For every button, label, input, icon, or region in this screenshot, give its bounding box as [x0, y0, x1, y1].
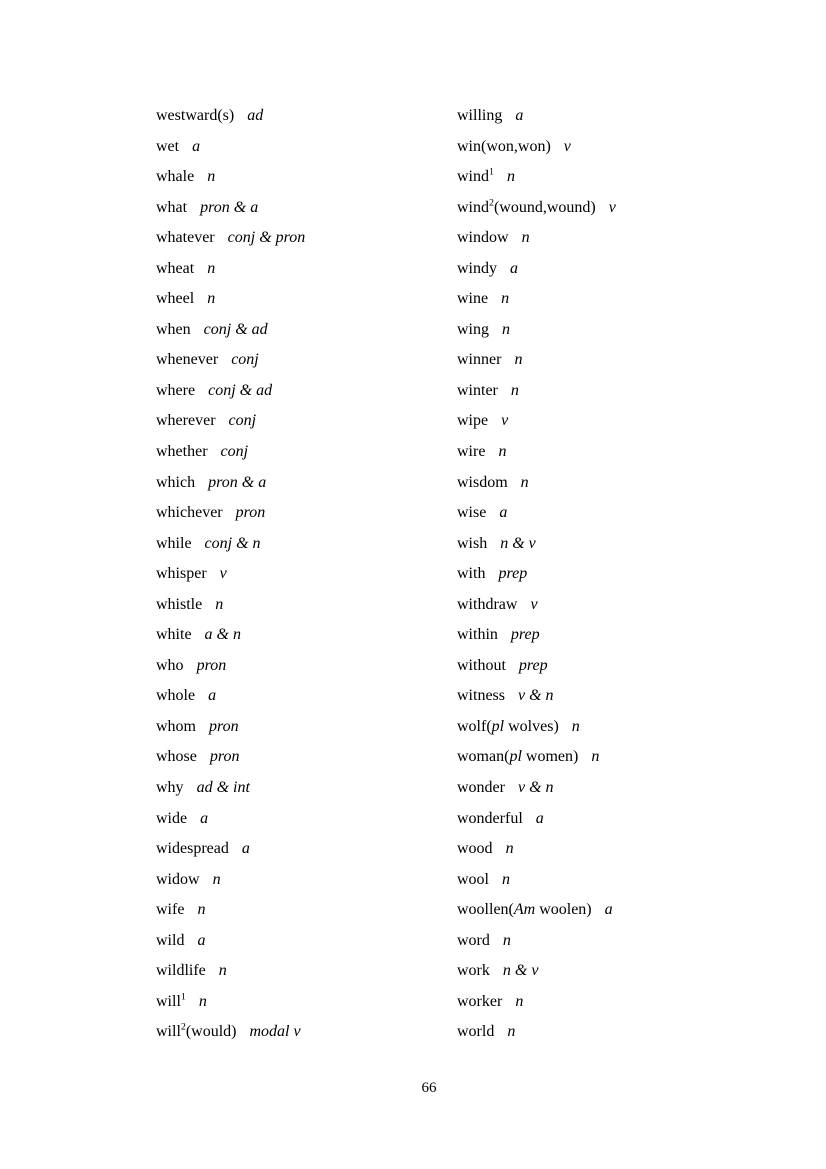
entry-word: wheel [156, 290, 195, 308]
entry-word: whichever [156, 504, 223, 522]
word-entry [457, 681, 616, 712]
entry-word: when [156, 320, 191, 338]
word-entry [156, 987, 305, 1018]
word-entry [156, 101, 305, 132]
entry-word: without [457, 656, 506, 674]
entry-word: will$^1$ [156, 991, 186, 1010]
word-entry [457, 1017, 616, 1048]
word-entry [156, 559, 305, 590]
word-entry [156, 162, 305, 193]
entry-pos: pron [209, 717, 239, 735]
entry-pos: conj & n [204, 534, 261, 552]
entry-word: winner [457, 351, 502, 369]
word-entry [457, 468, 616, 499]
word-entry [156, 1017, 305, 1048]
entry-word: whom [156, 717, 196, 735]
entry-pos: conj & ad [208, 381, 273, 399]
entry-word: whose [156, 748, 197, 766]
entry-pos: a [515, 107, 524, 124]
word-entry [457, 162, 616, 193]
word-entry [457, 651, 616, 682]
entry-pos: n [515, 992, 524, 1010]
entry-word: who [156, 656, 184, 674]
entry-word: wise [457, 504, 487, 522]
entry-pos: pron [235, 504, 266, 522]
entry-pos: conj [228, 412, 257, 430]
word-entry [156, 529, 305, 560]
word-entry [156, 834, 305, 865]
entry-word: westward(s) [156, 107, 235, 124]
word-entry [457, 406, 616, 437]
word-entry [457, 712, 616, 743]
entry-pos: n [505, 840, 514, 858]
entry-pos: n [498, 443, 507, 461]
word-entry [457, 254, 616, 285]
entry-word: witness [457, 687, 505, 705]
word-entry [457, 987, 616, 1018]
entry-pos: a [197, 931, 206, 949]
entry-pos: n [591, 748, 600, 766]
word-entry [156, 651, 305, 682]
entry-pos: n [506, 168, 515, 186]
entry-word: wisdom [457, 473, 508, 491]
word-entry [156, 590, 305, 621]
entry-pos: prep [498, 565, 528, 583]
entry-pos: conj [220, 443, 249, 461]
entry-word: withdraw [457, 595, 518, 613]
entry-word: whale [156, 168, 195, 186]
entry-pos: a [208, 687, 217, 705]
entry-pos: n [510, 381, 519, 399]
entry-word: woman(pl women) [457, 748, 579, 766]
entry-pos: n [218, 962, 227, 980]
entry-word: wheat [156, 259, 195, 277]
entry-word: world [457, 1023, 495, 1041]
entry-pos: conj & pron [227, 229, 306, 247]
entry-word: whole [156, 687, 196, 705]
word-entry [156, 681, 305, 712]
entry-pos: a [200, 809, 209, 827]
entry-pos: n [507, 1023, 516, 1041]
entry-word: wife [156, 901, 185, 919]
entry-word: wonder [457, 779, 505, 797]
entry-word: wool [457, 870, 489, 888]
entry-pos: n [212, 870, 221, 888]
entry-pos: n [520, 473, 529, 491]
word-entry [457, 223, 616, 254]
entry-word: with [457, 565, 486, 583]
entry-word: worker [457, 992, 503, 1010]
entry-word: which [156, 473, 196, 491]
word-entry [457, 590, 616, 621]
word-entry [457, 101, 616, 132]
word-entry [156, 620, 305, 651]
word-entry [156, 315, 305, 346]
entry-pos: n [514, 351, 523, 369]
entry-pos: a [192, 137, 201, 155]
entry-pos: a [499, 504, 508, 522]
entry-pos: ad [247, 107, 264, 124]
entry-pos: n [521, 229, 530, 247]
entry-pos: n [502, 320, 510, 338]
entry-word: wherever [156, 412, 216, 430]
entry-word: work [457, 962, 490, 980]
entry-word: wood [457, 840, 493, 858]
entry-pos: prep [510, 626, 540, 644]
word-entry [457, 773, 616, 804]
entry-pos: n [198, 992, 207, 1010]
entry-word: what [156, 198, 188, 216]
entry-word: why [156, 779, 184, 797]
entry-word: whether [156, 443, 208, 461]
entry-pos: pron [196, 656, 227, 674]
word-entry [457, 834, 616, 865]
entry-word: whatever [156, 229, 215, 247]
entry-word: willing [457, 107, 503, 124]
entry-word: wind$^2$(wound,wound) [457, 197, 596, 216]
word-entry [457, 926, 616, 957]
word-entry [156, 926, 305, 957]
entry-word: wolf(pl wolves) [457, 717, 559, 735]
entry-pos: v [608, 198, 616, 216]
entry-pos: v & n [517, 779, 554, 797]
entry-word: wipe [457, 412, 489, 430]
entry-pos: n [502, 870, 510, 888]
entry-pos: v [219, 565, 227, 583]
entry-word: within [457, 626, 498, 644]
word-entry [156, 773, 305, 804]
word-entry [156, 132, 305, 163]
entry-pos: n [207, 290, 216, 308]
entry-pos: n [501, 290, 510, 308]
entry-pos: n [207, 259, 216, 277]
word-entry [457, 865, 616, 896]
entry-word: woollen(Am woolen) [457, 901, 592, 919]
word-entry [457, 345, 616, 376]
entry-word: widespread [156, 840, 229, 858]
entry-pos: n [502, 931, 511, 949]
word-entry [156, 223, 305, 254]
entry-pos: n & v [500, 534, 536, 552]
word-entry [156, 498, 305, 529]
entry-word: window [457, 229, 509, 247]
entry-word: wish [457, 534, 488, 552]
entry-pos: pron [209, 748, 240, 766]
entry-word: wine [457, 290, 489, 308]
entry-pos: n [207, 168, 216, 186]
word-entry [457, 498, 616, 529]
word-entry [457, 559, 616, 590]
word-entry [156, 865, 305, 896]
entry-pos: modal v [249, 1023, 301, 1041]
entry-word: word [457, 931, 490, 949]
entry-pos: pron & a [200, 198, 259, 216]
entry-word: wildlife [156, 962, 206, 980]
entry-word: wet [156, 137, 180, 155]
entry-word: whenever [156, 351, 219, 369]
word-list-column-right [457, 101, 616, 1048]
entry-pos: a [535, 809, 544, 827]
entry-word: wide [156, 809, 188, 827]
word-entry [156, 406, 305, 437]
word-list-column-left [156, 101, 305, 1048]
word-entry [457, 895, 616, 926]
word-entry [156, 712, 305, 743]
entry-word: wild [156, 931, 185, 949]
entry-pos: a [241, 840, 250, 858]
entry-pos: v & n [518, 687, 554, 705]
word-entry [457, 437, 616, 468]
entry-pos: v [563, 137, 571, 155]
word-entry [457, 193, 616, 224]
word-entry [457, 804, 616, 835]
entry-pos: n [215, 595, 224, 613]
entry-word: while [156, 534, 192, 552]
entry-pos: a & n [204, 626, 241, 644]
word-entry [457, 376, 616, 407]
word-entry [156, 742, 305, 773]
word-entry [156, 345, 305, 376]
word-entry [457, 620, 616, 651]
entry-word: whistle [156, 595, 203, 613]
entry-word: windy [457, 259, 497, 277]
entry-word: white [156, 626, 192, 644]
word-entry [156, 895, 305, 926]
word-entry [457, 742, 616, 773]
word-entry [457, 284, 616, 315]
entry-word: where [156, 381, 196, 399]
word-entry [156, 254, 305, 285]
entry-word: wing [457, 320, 489, 338]
entry-pos: n & v [502, 962, 539, 980]
entry-pos: prep [518, 656, 548, 674]
entry-pos: v [530, 595, 538, 613]
word-entry [156, 468, 305, 499]
word-entry [156, 284, 305, 315]
entry-pos: pron & a [208, 473, 267, 491]
entry-word: whisper [156, 565, 207, 583]
entry-pos: v [501, 412, 509, 430]
word-entry [457, 529, 616, 560]
entry-word: wire [457, 443, 486, 461]
word-entry [457, 956, 616, 987]
entry-word: wonderful [457, 809, 523, 827]
entry-pos: conj & ad [203, 320, 268, 338]
entry-word: will$^2$(would) [156, 1022, 237, 1041]
word-entry [457, 315, 616, 346]
word-entry [156, 437, 305, 468]
entry-word: win(won,won) [457, 137, 551, 155]
word-entry [156, 956, 305, 987]
page-number: 66 [421, 1080, 437, 1096]
entry-word: widow [156, 870, 200, 888]
entry-pos: a [510, 259, 518, 277]
entry-pos: ad & int [196, 779, 250, 797]
word-entry [457, 132, 616, 163]
word-entry [156, 376, 305, 407]
entry-pos: n [571, 717, 580, 735]
entry-word: winter [457, 381, 498, 399]
entry-pos: a [604, 901, 613, 919]
entry-pos: n [197, 901, 206, 919]
word-entry [156, 193, 305, 224]
word-entry [156, 804, 305, 835]
entry-pos: conj [231, 351, 259, 369]
entry-word: wind$^1$ [457, 166, 494, 186]
